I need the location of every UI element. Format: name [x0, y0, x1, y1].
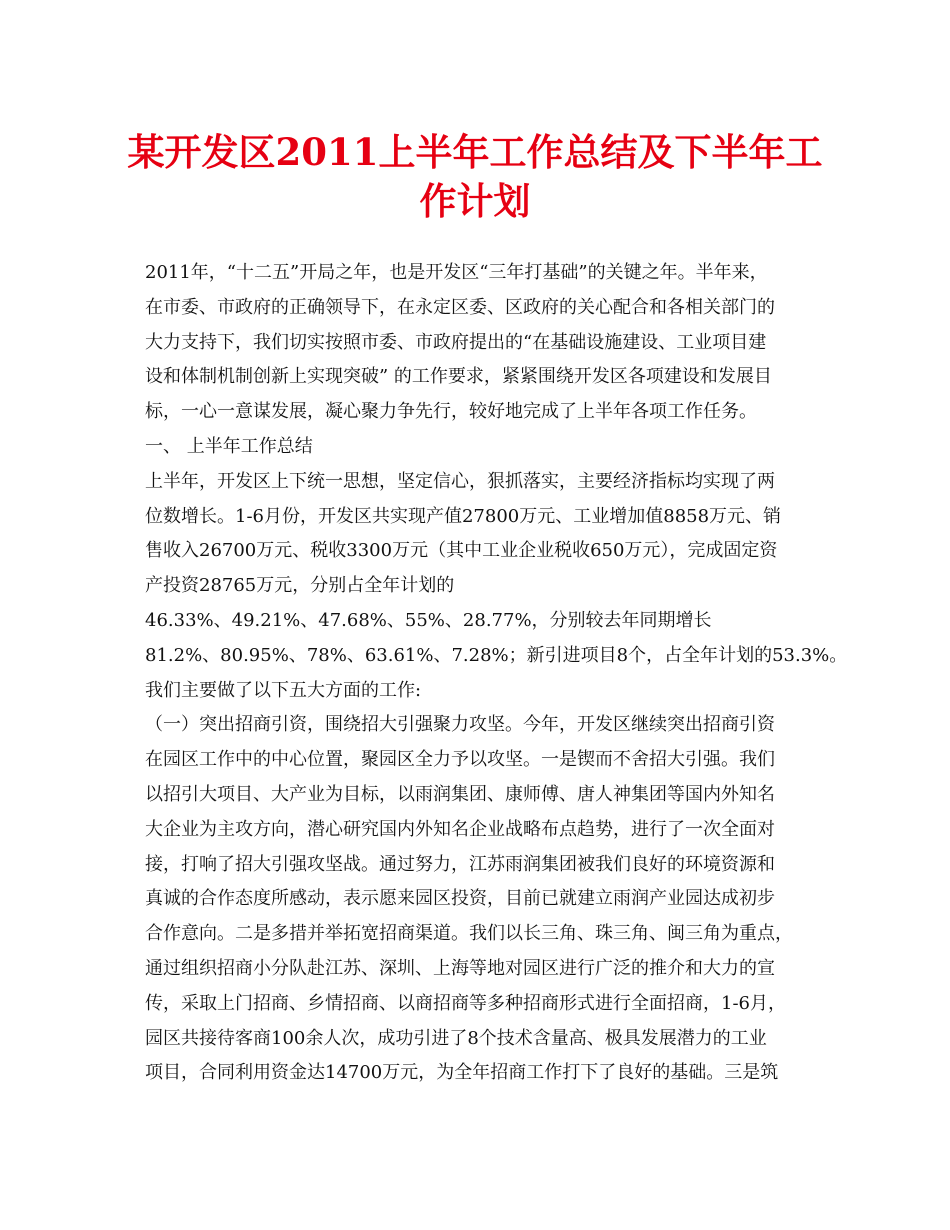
section-heading: 一、 上半年工作总结 [145, 435, 313, 457]
text-line: 位数增长。1-6月份，开发区共实现产值27800万元、工业增加值8858万元、销 [145, 505, 782, 527]
text-line: （一）突出招商引资，围绕招大引强聚力攻坚。今年，开发区继续突出招商引资 [145, 714, 775, 736]
text-line: 设和体制机制创新上实现突破” 的工作要求，紧紧围绕开发区各项建设和发展目 [145, 366, 772, 388]
document-title [120, 128, 830, 226]
text-line: 园区共接待客商100余人次，成功引进了8个技术含量高、极具发展潜力的工业 [145, 1027, 767, 1049]
text-line: 以招引大项目、大产业为目标，以雨润集团、康师傅、唐人神集团等国内外知名 [145, 783, 775, 805]
text-line: 在市委、市政府的正确领导下，在永定区委、区政府的关心配合和各相关部门的 [145, 296, 775, 318]
text-line: 产投资28765万元，分别占全年计划的 [145, 575, 455, 597]
text-line: 在园区工作中的中心位置，聚园区全力予以攻坚。一是锲而不舍招大引强。我们 [145, 749, 775, 771]
text-line: 大企业为主攻方向，潜心研究国内外知名企业战略布点趋势，进行了一次全面对 [145, 818, 775, 840]
text-line: 接，打响了招大引强攻坚战。通过努力，江苏雨润集团被我们良好的环境资源和 [145, 853, 775, 875]
text-line: 81.2%、80.95%、78%、63.61%、7.28%；新引进项目8个，占全年计划的53.3%。 [145, 644, 848, 666]
title-line-2: 作计划 [419, 179, 531, 223]
text-line: 2011年，“十二五”开局之年，也是开发区“三年打基础”的关键之年。半年来， [145, 262, 768, 283]
body-text [145, 256, 848, 1091]
text-line: 真诚的合作态度所感动，表示愿来园区投资，目前已就建立雨润产业园达成初步 [145, 888, 775, 910]
text-line: 传，采取上门招商、乡情招商、以商招商等多种招商形式进行全面招商，1-6月， [145, 992, 786, 1014]
text-line: 合作意向。二是多措并举拓宽招商渠道。我们以长三角、珠三角、闽三角为重点， [145, 923, 793, 945]
text-line: 标，一心一意谋发展，凝心聚力争先行，较好地完成了上半年各项工作任务。 [145, 401, 757, 423]
text-line: 46.33%、49.21%、47.68%、55%、28.77%，分别较去年同期增长 [145, 609, 712, 631]
text-line: 售收入26700万元、税收3300万元（其中工业企业税收650万元），完成固定资 [145, 540, 778, 562]
title-line-1: 某开发区2011上半年工作总结及下半年工 [127, 130, 823, 174]
text-line: 项目，合同利用资金达14700万元，为全年招商工作打下了良好的基础。三是筑 [145, 1062, 779, 1084]
text-line: 大力支持下，我们切实按照市委、市政府提出的“在基础设施建设、工业项目建 [145, 331, 767, 353]
text-line: 上半年，开发区上下统一思想，坚定信心，狠抓落实，主要经济指标均实现了两 [145, 470, 775, 492]
text-line: 通过组织招商小分队赴江苏、深圳、上海等地对园区进行广泛的推介和大力的宣 [145, 957, 775, 979]
text-line: 我们主要做了以下五大方面的工作: [145, 679, 422, 701]
